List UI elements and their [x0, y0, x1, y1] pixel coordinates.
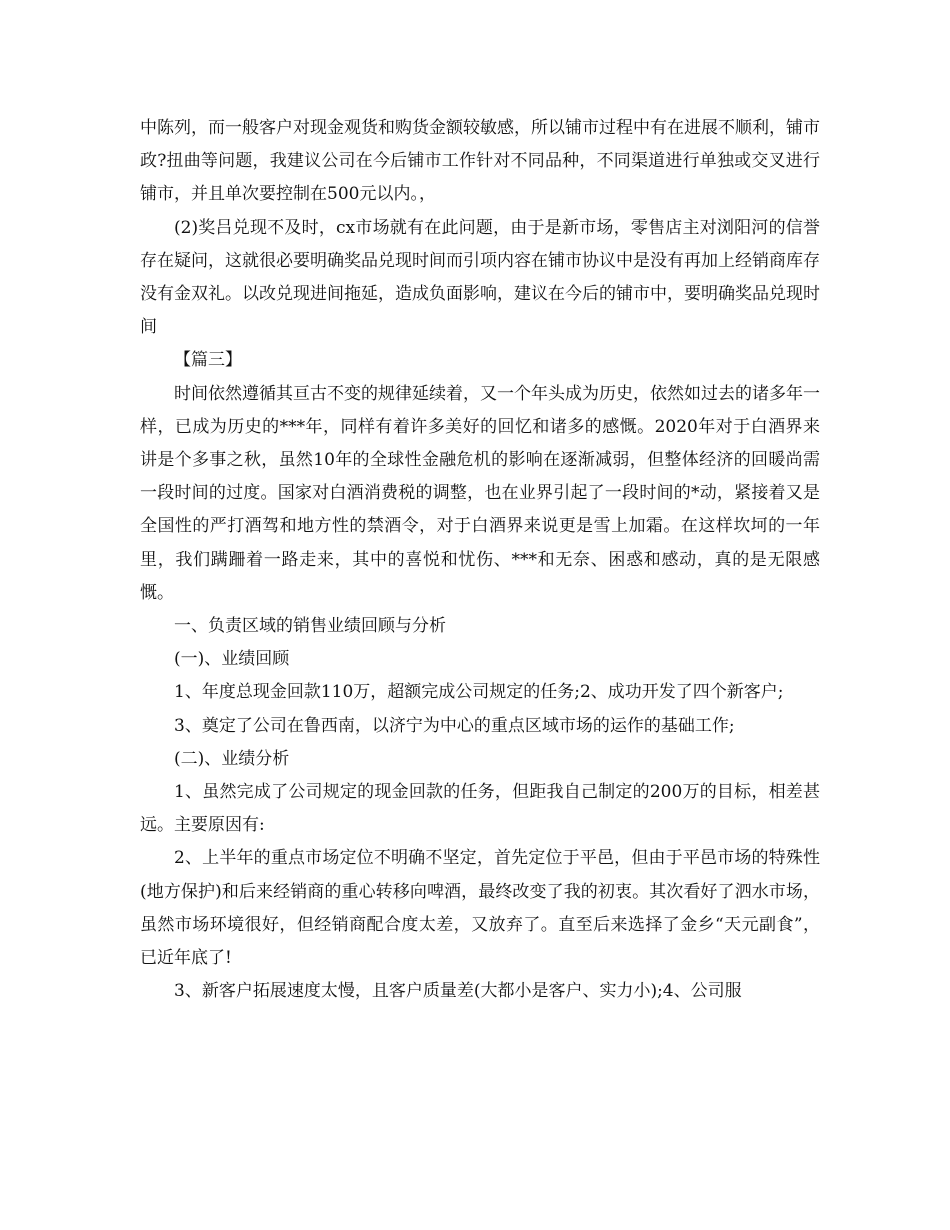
document-body — [140, 112, 820, 1008]
section-heading-pian-san: 【篇三】 — [174, 350, 242, 371]
analysis-item-3: 3、新客户拓展速度太慢，且客户质量差(大都小是客户、实力小);4、公司服 — [174, 981, 742, 1002]
subsection-heading-1: (一)、业绩回顾 — [174, 649, 290, 670]
paragraph-intro: 时间依然遵循其亘古不变的规律延续着，又一个年头成为历史，依然如过去的诸多年一样，已成为历史的***年，同样有着许多美好的回忆和诸多的感慨。2020年对于白酒界来讲是个多事之秋，虽然10年的全球性金融危机的影响在逐渐减弱，但整体经济的回暖尚需一段时间的过度。国家对白酒消费税的调整，也在业界引起了一段时间的*动，紧接着又是全国性的严打酒驾和地方性的禁酒令，对于白酒界来说更是雪上加霜。在这样坎坷的一年里，我们蹒跚着一路走来，其中的喜悦和忧伤、***和无奈、困惑和感动，真的是无限感慨。 — [140, 383, 820, 603]
subsection-heading-2: (二)、业绩分析 — [174, 748, 290, 769]
analysis-item-2: 2、上半年的重点市场定位不明确不坚定，首先定位于平邑，但由于平邑市场的特殊性(地方保护)和后来经销商的重心转移向啤酒，最终改变了我的初衷。其次看好了泗水市场，虽然市场环境很好，但经销商配合度太差，又放弃了。直至后来选择了金乡“天元副食”，已近年底了! — [140, 848, 820, 969]
paragraph-1: 中陈列，而一般客户对现金观货和购货金额较敏感，所以铺市过程中有在进展不顺利，铺市政?扭曲等问题，我建议公司在今后铺市工作针对不同品种，不同渠道进行单独或交叉进行铺市，并且单次要控制在500元以内。， — [140, 118, 820, 205]
list-item-1: 1、年度总现金回款110万，超额完成公司规定的任务;2、成功开发了四个新客户; — [174, 682, 784, 703]
analysis-item-1: 1、虽然完成了公司规定的现金回款的任务，但距我自己制定的200万的目标，相差甚远。主要原因有: — [140, 782, 820, 836]
list-item-3: 3、奠定了公司在鲁西南，以济宁为中心的重点区域市场的运作的基础工作; — [174, 715, 735, 736]
paragraph-2: (2)奖吕兑现不及时，cx市场就有在此问题，由于是新市场，零售店主对浏阳河的信誉存在疑问，这就很必要明确奖品兑现时间而引项内容在铺市协议中是没有再加上经销商库存没有金双礼。以改兑现进间拖延，造成负面影响，建议在今后的铺市中，要明确奖品兑现时间 — [140, 217, 820, 338]
section-heading-1: 一、负责区域的销售业绩回顾与分析 — [174, 616, 446, 637]
